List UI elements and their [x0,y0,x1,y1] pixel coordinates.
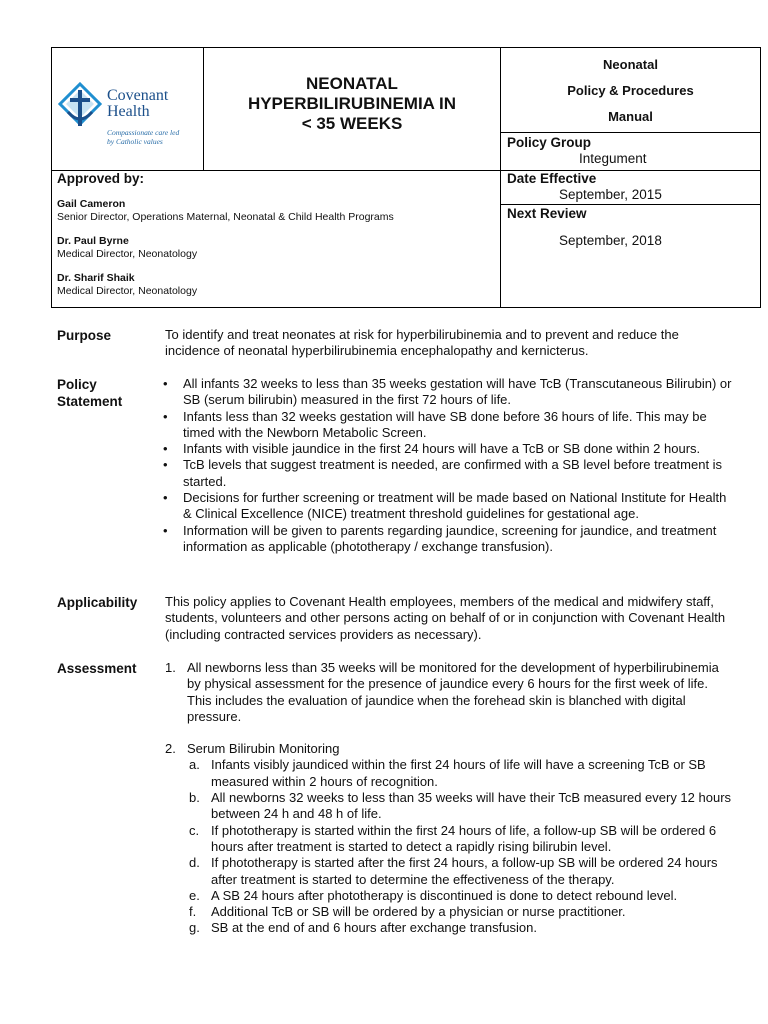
manual-line-1: Neonatal [603,57,658,72]
logo-tagline [107,128,179,146]
manual-line-3: Manual [608,109,653,124]
subitem-letter: c. [189,822,200,838]
policy-statement-label-line-1: Policy [57,377,97,392]
approved-by-cell [52,171,501,308]
subitem-text: All newborns 32 weeks to less than 35 weeks will have their TcB measured every 12 hours between 24 h and 48 h of life. [211,790,732,822]
policy-statement-label-line-2: Statement [57,394,123,409]
manual-name-cell [501,48,761,133]
applicability-text: This policy applies to Covenant Health employees, members of the medical and midwifery staff, students, volunteers and other persons acting on behalf of or in conjunction with Covenant Health (including contracted services providers as necessary). [165,594,726,642]
assessment-subitem [187,757,733,790]
applicability-section [57,594,733,643]
date-effective-cell [501,171,761,205]
assessment-item-number: 2. [165,741,176,757]
policy-bullet: • Infants with visible jaundice in the first 24 hours will have a TcB or SB done within 2 hours. [159,441,733,457]
assessment-item [165,741,733,937]
logo-name [107,88,168,120]
next-review-value: September, 2018 [559,233,662,248]
assessment-subitem [187,823,733,856]
purpose-section [57,327,733,360]
assessment-subitem [187,920,733,936]
approver-1 [57,198,500,224]
approver-name: Dr. Paul Byrne [57,235,129,247]
assessment-subitem [187,888,733,904]
policy-group-cell [501,133,761,171]
subitem-text: If phototherapy is started within the first 24 hours of life, a follow-up SB will be ordered 6 hours after treatment is started to detect a rapidly rising bilirubin level. [211,822,717,854]
logo-name-line-2: Health [107,103,150,120]
policy-bullet: • All infants 32 weeks to less than 35 weeks gestation will have TcB (Transcutaneous Bilirubin) or SB (serum bilirubin) measured in the first 72 hours of life. [159,376,733,409]
assessment-sublist [187,757,733,936]
subitem-text: SB at the end of and 6 hours after exchange transfusion. [211,920,537,936]
next-review-cell [501,205,761,308]
assessment-item-number: 1. [165,660,176,675]
logo-tagline-line-1: Compassionate care led [107,128,180,137]
assessment-item [165,660,733,725]
applicability-label: Applicability [57,595,138,610]
date-effective-value: September, 2015 [559,187,662,202]
subitem-letter: a. [189,757,200,773]
approver-2 [57,235,500,261]
policy-title-line-1: NEONATAL [306,74,398,93]
policy-group-value: Integument [579,151,647,167]
approved-by-label: Approved by: [57,171,145,186]
date-effective-label: Date Effective [507,171,597,186]
policy-statement-list [159,376,733,555]
assessment-list [165,660,733,937]
subitem-letter: f. [189,904,197,920]
policy-group-label: Policy Group [507,135,592,151]
covenant-cross-logo-icon [58,82,102,132]
policy-bullet: • Information will be given to parents regarding jaundice, screening for jaundice, and treatment information as applicable (phototherapy / exchange transfusion). [159,523,733,556]
logo-cell [52,48,204,171]
purpose-text: To identify and treat neonates at risk for hyperbilirubinemia and to prevent and reduce the incidence of neonatal hyperbilirubinemia encephalopathy and kernicterus. [165,327,679,359]
assessment-section [57,660,733,937]
assessment-item-text: Serum Bilirubin Monitoring [187,741,340,757]
approver-name: Dr. Sharif Shaik [57,272,135,284]
policy-bullet: • TcB levels that suggest treatment is needed, are confirmed with a SB level before treatment is started. [159,457,733,490]
assessment-subitem [187,855,733,888]
policy-statement-section [57,376,733,555]
manual-line-2: Policy & Procedures [567,83,694,98]
approver-title: Medical Director, Neonatology [57,248,198,260]
assessment-subitem [187,904,733,920]
approver-title: Senior Director, Operations Maternal, Neonatal & Child Health Programs [57,211,394,223]
next-review-label: Next Review [507,206,587,221]
policy-bullet: • Decisions for further screening or treatment will be made based on National Institute for Health & Clinical Excellence (NICE) treatment threshold guidelines for gestational age. [159,490,733,523]
policy-statement-label [57,376,157,410]
subitem-letter: d. [189,855,200,871]
logo-tagline-line-2: by Catholic values [107,137,163,146]
policy-bullet: • Infants less than 32 weeks gestation will have SB done before 36 hours of life. This may be timed with the Newborn Metabolic Screen. [159,409,733,442]
policy-title-line-3: < 35 WEEKS [301,114,403,133]
subitem-text: Additional TcB or SB will be ordered by a physician or nurse practitioner. [211,904,626,920]
logo-name-line-1: Covenant [107,87,169,104]
subitem-text: If phototherapy is started after the first 24 hours, a follow-up SB will be ordered 24 hours after treatment is started to determine the effectiveness of the therapy. [211,855,718,887]
subitem-letter: e. [189,887,200,903]
policy-header-table [51,47,761,308]
assessment-item-text: All newborns less than 35 weeks will be monitored for the development of hyperbilirubinemia by physical assessment for the presence of jaundice every 6 hours for the first week of life. This includes the evaluation of jaundice when the forehead skin is blanched with digital pressure. [187,660,719,724]
policy-title-line-2: HYPERBILIRUBINEMIA IN [247,94,457,113]
approver-3 [57,272,500,298]
subitem-letter: g. [189,920,200,936]
approver-title: Medical Director, Neonatology [57,285,198,297]
subitem-letter: b. [189,790,200,806]
subitem-text: Infants visibly jaundiced within the first 24 hours of life will have a screening TcB or SB measured within 2 hours of recognition. [211,757,706,789]
purpose-label: Purpose [57,328,112,343]
assessment-label: Assessment [57,661,137,676]
policy-title-cell [204,48,501,171]
assessment-subitem [187,790,733,823]
subitem-text: A SB 24 hours after phototherapy is discontinued is done to detect rebound level. [211,887,678,903]
policy-title [204,74,500,134]
approver-name: Gail Cameron [57,198,126,210]
